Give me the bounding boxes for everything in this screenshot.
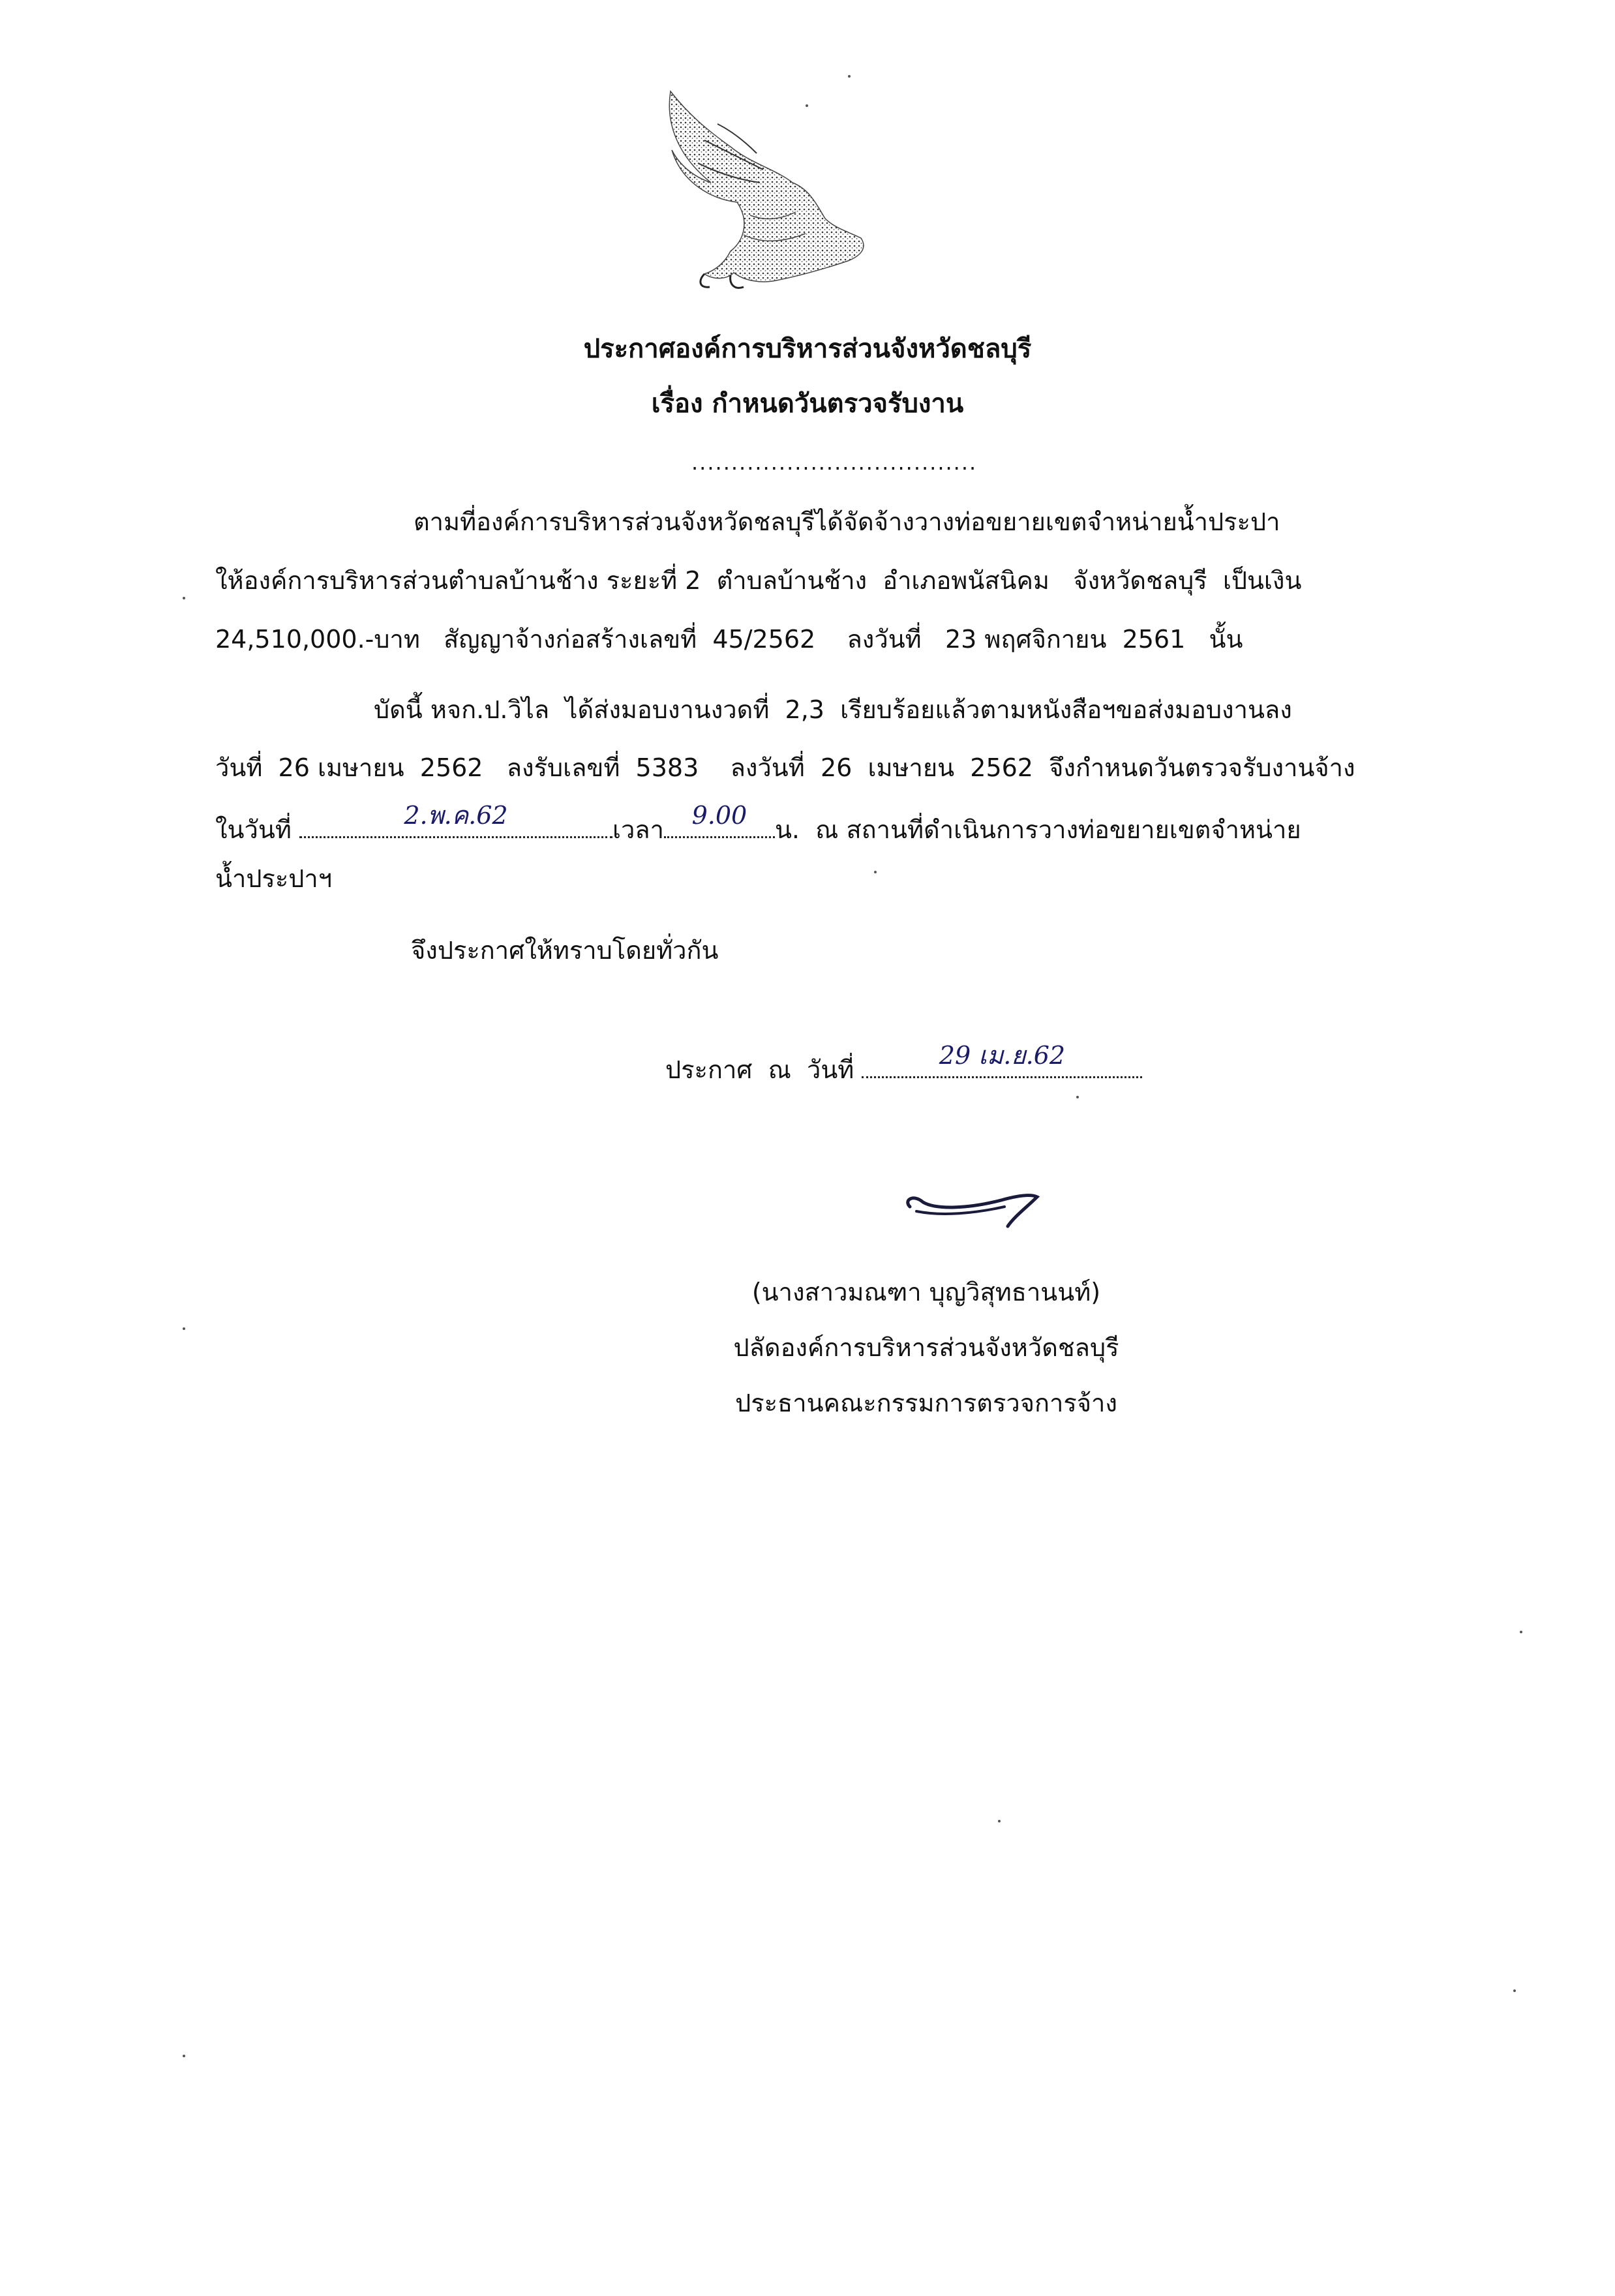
para1-line2: ให้องค์การบริหารส่วนตำบลบ้านช้าง ระยะที่ 2 ตำบลบ้านช้าง อำเภอพนัสนิคม จังหวัดชลบุรี เป็นเงิน bbox=[215, 566, 1302, 595]
committee-position: ประธานคณะกรรมการตรวจการจ้าง bbox=[735, 1389, 1117, 1417]
inspection-date-prefix: ในวันที่ bbox=[215, 815, 299, 844]
closing-text: จึงประกาศให้ทราบโดยทั่วกัน bbox=[411, 936, 719, 965]
inspection-time-field bbox=[664, 801, 775, 838]
para2-line3 bbox=[215, 801, 1301, 845]
title-separator: .................................... bbox=[691, 450, 978, 475]
para1-line3: 24,510,000.-บาท สัญญาจ้างก่อสร้างเลขที่ 45/2562 ลงวันที่ 23 พฤศจิกายน 2561 นั้น bbox=[215, 625, 1243, 654]
scan-speck bbox=[806, 104, 808, 107]
announce-date-label: ประกาศ ณ วันที่ bbox=[665, 1055, 862, 1084]
scan-speck bbox=[183, 1327, 185, 1330]
handwritten-signature-icon bbox=[897, 1171, 1053, 1236]
inspection-time-handwritten: 9.00 bbox=[691, 801, 747, 830]
inspection-date-field bbox=[299, 801, 612, 838]
para1-line1: ตามที่องค์การบริหารส่วนจังหวัดชลบุรีได้จัดจ้างวางท่อขยายเขตจำหน่ายน้ำประปา bbox=[414, 507, 1280, 536]
signer-name: (นางสาวมณฑา บุญวิสุทธานนท์) bbox=[751, 1278, 1101, 1307]
para2-line2: วันที่ 26 เมษายน 2562 ลงรับเลขที่ 5383 ลงวันที่ 26 เมษายน 2562 จึงกำหนดวันตรวจรับงานจ้าง bbox=[215, 753, 1355, 782]
announcement-subject: เรื่อง กำหนดวันตรวจรับงาน bbox=[651, 389, 964, 419]
scan-speck bbox=[874, 871, 877, 873]
scan-speck bbox=[998, 1820, 1001, 1822]
signer-position: ปลัดองค์การบริหารส่วนจังหวัดชลบุรี bbox=[733, 1333, 1119, 1362]
para2-line4: น้ำประปาฯ bbox=[215, 864, 333, 893]
para2-line1: บัดนี้ หจก.ป.วิไล ได้ส่งมอบงานงวดที่ 2,3 เรียบร้อยแล้วตามหนังสือฯขอส่งมอบงานลง bbox=[374, 695, 1292, 724]
scan-speck bbox=[183, 597, 185, 599]
scan-speck bbox=[183, 2055, 185, 2057]
scan-speck bbox=[848, 75, 851, 78]
inspection-location-text: น. ณ สถานที่ดำเนินการวางท่อขยายเขตจำหน่าย bbox=[774, 815, 1301, 844]
inspection-time-label: เวลา bbox=[612, 815, 664, 844]
scan-speck bbox=[1513, 1989, 1516, 1992]
scan-speck bbox=[1076, 1096, 1079, 1098]
announce-date-line bbox=[665, 1041, 1142, 1085]
inspection-date-handwritten: 2.พ.ค.62 bbox=[404, 801, 508, 830]
scan-speck bbox=[1520, 1631, 1522, 1633]
announce-date-handwritten: 29 เม.ย.62 bbox=[939, 1041, 1066, 1070]
garuda-emblem-icon bbox=[652, 85, 874, 300]
announcement-title: ประกาศองค์การบริหารส่วนจังหวัดชลบุรี bbox=[583, 334, 1032, 364]
announce-date-field bbox=[862, 1041, 1142, 1078]
